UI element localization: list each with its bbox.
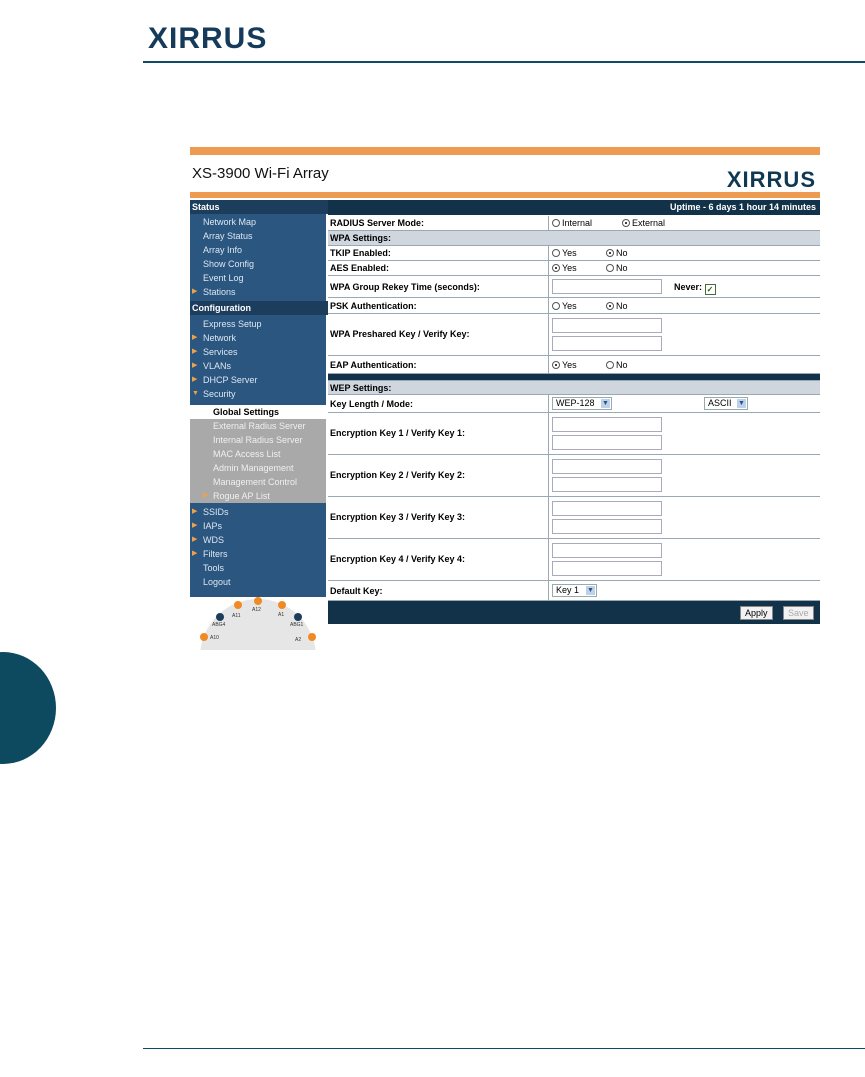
nav-status-header[interactable]: Status (190, 200, 328, 214)
enc-key-2-verify-input[interactable] (552, 477, 662, 492)
row-enc-key-4 (328, 539, 820, 581)
nav-sub-global-settings[interactable]: Global Settings (190, 405, 349, 419)
wpa-settings-title: WPA Settings: (330, 233, 391, 243)
nav-item-express-setup[interactable]: Express Setup (203, 319, 262, 329)
preshared-label: WPA Preshared Key / Verify Key: (330, 329, 470, 339)
row-rekey (328, 276, 820, 298)
never-label: Never: (674, 282, 703, 292)
tkip-yes-radio[interactable]: Yes (552, 248, 577, 258)
default-key-label: Default Key: (330, 586, 383, 596)
wpa-settings-header (328, 231, 820, 246)
screenshot-logo: XIRRUS (726, 167, 816, 192)
nav-item-filters[interactable]: ▶ Filters (192, 549, 228, 559)
row-aes (328, 261, 820, 276)
psk-yes-radio[interactable]: Yes (552, 301, 577, 311)
radio-label-abg4: ABG4 (212, 622, 226, 628)
key-length-select[interactable]: WEP-128 ▼ (552, 397, 612, 410)
expand-arrow-icon: ▶ (192, 376, 198, 383)
radius-mode-label: RADIUS Server Mode: (330, 218, 425, 228)
nav-item-tools[interactable]: Tools (203, 563, 225, 573)
radius-external-radio[interactable]: External (622, 218, 665, 228)
nav-item-ssids[interactable]: ▶ SSIDs (192, 507, 229, 517)
expand-arrow-icon: ▶ (192, 362, 198, 369)
enc-key-1-verify-input[interactable] (552, 435, 662, 450)
row-tkip (328, 246, 820, 261)
expand-arrow-icon: ▶ (203, 492, 209, 499)
nav-item-iaps[interactable]: ▶ IAPs (192, 521, 223, 531)
row-enc-key-2 (328, 455, 820, 497)
preshared-key-input[interactable] (552, 318, 662, 333)
aes-label: AES Enabled: (330, 263, 390, 273)
row-enc-key-3 (328, 497, 820, 539)
nav-item-services[interactable]: ▶ Services (192, 347, 238, 357)
nav-item-array-status[interactable]: Array Status (203, 231, 253, 241)
nav-sub-management-control[interactable]: Management Control (213, 477, 298, 487)
array-radio-map (190, 597, 326, 650)
expand-arrow-icon: ▶ (192, 508, 198, 515)
nav-item-dhcp-server[interactable]: ▶ DHCP Server (192, 375, 258, 385)
preshared-verify-input[interactable] (552, 336, 662, 351)
nav-item-vlans[interactable]: ▶ VLANs (192, 361, 232, 371)
nav-item-array-info[interactable]: Array Info (203, 245, 243, 255)
enc-key-3-verify-input[interactable] (552, 519, 662, 534)
chapter-tab (0, 652, 56, 764)
eap-yes-radio[interactable]: Yes (552, 360, 577, 370)
form-footer (328, 601, 820, 624)
enc-key-3-label: Encryption Key 3 / Verify Key 3: (330, 512, 466, 522)
divider-bar (328, 374, 820, 381)
save-button[interactable]: Save (783, 606, 814, 620)
radius-internal-radio[interactable]: Internal (552, 218, 592, 228)
nav-item-logout[interactable]: Logout (203, 577, 231, 587)
header-rule (143, 61, 865, 63)
page-logo: XIRRUS (148, 22, 268, 55)
nav-sub-external-radius[interactable]: External Radius Server (213, 421, 306, 431)
radio-label-abg1: ABG1 (290, 622, 304, 628)
row-preshared-key (328, 314, 820, 356)
row-enc-key-1 (328, 413, 820, 455)
row-key-length (328, 395, 820, 413)
tkip-label: TKIP Enabled: (330, 248, 391, 258)
radio-label-a12: A12 (252, 607, 261, 613)
screenshot (190, 147, 820, 650)
key-length-label: Key Length / Mode: (330, 399, 413, 409)
row-eap (328, 356, 820, 374)
expand-arrow-icon: ▶ (192, 522, 198, 529)
nav-item-show-config[interactable]: Show Config (203, 259, 255, 269)
expand-arrow-icon: ▶ (192, 550, 198, 557)
rekey-input[interactable] (552, 279, 662, 294)
key-mode-select[interactable]: ASCII ▼ (704, 397, 748, 410)
sidebar-nav (190, 200, 326, 597)
chevron-down-icon: ▼ (587, 587, 594, 594)
nav-item-security[interactable]: ▼ Security (192, 389, 236, 399)
nav-item-wds[interactable]: ▶ WDS (192, 535, 224, 545)
expand-arrow-icon: ▶ (192, 288, 198, 295)
row-default-key (328, 581, 820, 601)
enc-key-2-input[interactable] (552, 459, 662, 474)
aes-yes-radio[interactable]: Yes (552, 263, 577, 273)
rekey-label: WPA Group Rekey Time (seconds): (330, 282, 480, 292)
nav-sub-mac-access-list[interactable]: MAC Access List (213, 449, 281, 459)
nav-item-event-log[interactable]: Event Log (203, 273, 244, 283)
radio-label-a1: A1 (278, 612, 285, 618)
apply-button[interactable]: Apply (740, 606, 773, 620)
nav-sub-rogue-ap-list[interactable]: ▶ Rogue AP List (203, 491, 270, 501)
orange-stripe-top (190, 147, 820, 155)
enc-key-4-label: Encryption Key 4 / Verify Key 4: (330, 554, 466, 564)
radio-label-a10: A10 (210, 635, 219, 641)
nav-config-header[interactable]: Configuration (190, 301, 328, 315)
expand-arrow-icon: ▶ (192, 334, 198, 341)
collapse-arrow-icon: ▼ (192, 390, 199, 397)
wep-settings-title: WEP Settings: (330, 383, 392, 393)
enc-key-1-input[interactable] (552, 417, 662, 432)
uptime-bar: Uptime - 6 days 1 hour 14 minutes (328, 200, 820, 215)
nav-item-network-map[interactable]: Network Map (203, 217, 257, 227)
chevron-down-icon: ▼ (738, 400, 745, 407)
expand-arrow-icon: ▶ (192, 536, 198, 543)
footer-rule (143, 1048, 865, 1049)
never-checkbox[interactable]: ✓ (705, 284, 716, 295)
eap-label: EAP Authentication: (330, 360, 417, 370)
nav-sub-internal-radius[interactable]: Internal Radius Server (213, 435, 303, 445)
psk-label: PSK Authentication: (330, 301, 417, 311)
enc-key-4-input[interactable] (552, 543, 662, 558)
enc-key-1-label: Encryption Key 1 / Verify Key 1: (330, 428, 466, 438)
tkip-no-radio[interactable]: No (606, 248, 628, 258)
wep-settings-header (328, 381, 820, 395)
expand-arrow-icon: ▶ (192, 348, 198, 355)
enc-key-4-verify-input[interactable] (552, 561, 662, 576)
nav-item-stations[interactable]: ▶ Stations (192, 287, 236, 297)
row-radius-mode (328, 216, 820, 231)
eap-no-radio[interactable]: No (606, 360, 628, 370)
radio-label-a2: A2 (295, 637, 302, 643)
aes-no-radio[interactable]: No (606, 263, 628, 273)
row-psk (328, 298, 820, 314)
chevron-down-icon: ▼ (602, 400, 609, 407)
nav-item-network[interactable]: ▶ Network (192, 333, 237, 343)
enc-key-3-input[interactable] (552, 501, 662, 516)
nav-sub-admin-management[interactable]: Admin Management (213, 463, 294, 473)
window-title: XS-3900 Wi-Fi Array (192, 165, 329, 182)
radio-label-a11: A11 (232, 613, 241, 619)
orange-stripe-mid (190, 192, 820, 198)
enc-key-2-label: Encryption Key 2 / Verify Key 2: (330, 470, 466, 480)
default-key-select[interactable]: Key 1 ▼ (552, 584, 597, 597)
psk-no-radio[interactable]: No (606, 301, 628, 311)
